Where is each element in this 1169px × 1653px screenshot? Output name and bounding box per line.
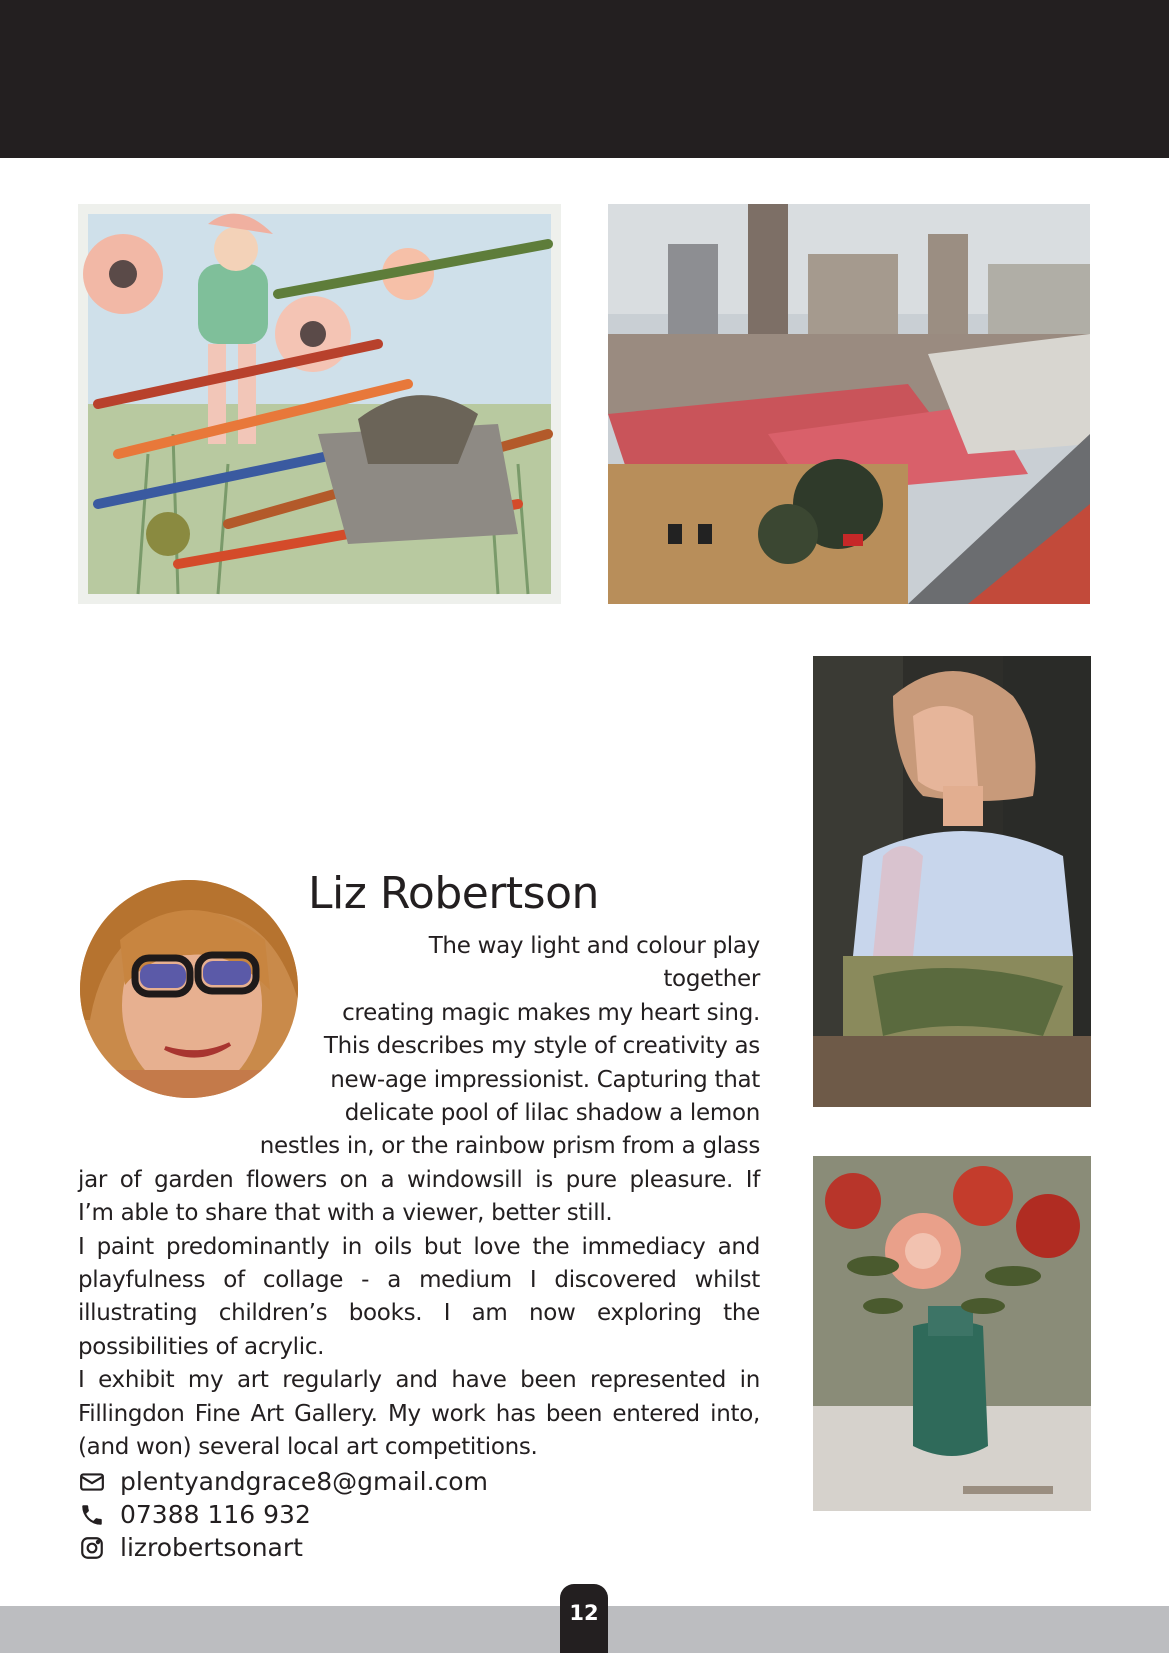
artwork-cityscape-image	[608, 204, 1090, 604]
bio-line: delicate pool of lilac shadow a lemon	[344, 1100, 760, 1127]
bio-line: new-age impressionist. Capturing that	[330, 1066, 760, 1093]
header-band	[0, 0, 1169, 158]
bio-line: creating magic makes my heart sing.	[342, 999, 760, 1026]
bio-line: nestles in, or the rainbow prism from a glass	[259, 1133, 760, 1160]
bio-line: The way light and colour play together	[428, 933, 760, 993]
artist-name-heading: Liz Robertson	[308, 868, 599, 919]
page-number: 12	[560, 1584, 608, 1653]
artwork-woman-portrait-image	[813, 656, 1091, 1107]
contact-email-row[interactable]	[78, 1465, 488, 1498]
bio-line: I’m able to share that with a viewer, better still.	[78, 1200, 613, 1227]
contact-phone-row[interactable]	[78, 1498, 488, 1531]
phone-icon	[78, 1501, 106, 1529]
instagram-icon	[78, 1534, 106, 1562]
bio-line: jar of garden flowers on a windowsill is pure pleasure. If	[78, 1166, 760, 1193]
artwork-collage-image	[78, 204, 561, 604]
bio-paragraph-3: I exhibit my art regularly and have been represented in Fillingdon Fine Art Gallery. My work has been entered into, (and won) several local art competitions.	[78, 1367, 760, 1461]
contact-email[interactable]: plentyandgrace8@gmail.com	[120, 1467, 488, 1496]
envelope-icon	[78, 1468, 106, 1496]
bio-paragraph-2: I paint predominantly in oils but love the immediacy and playfulness of collage - a medium I discovered whilst illustrating children’s books. I am now exploring the possibilities of acrylic.	[78, 1233, 760, 1360]
contact-phone[interactable]: 07388 116 932	[120, 1500, 311, 1529]
contact-instagram[interactable]: lizrobertsonart	[120, 1533, 303, 1562]
artwork-roses-image	[813, 1156, 1091, 1511]
contact-list	[78, 1465, 488, 1564]
bio-line: This describes my style of creativity as	[323, 1033, 760, 1060]
artist-bio	[78, 930, 760, 1465]
contact-instagram-row[interactable]	[78, 1531, 488, 1564]
